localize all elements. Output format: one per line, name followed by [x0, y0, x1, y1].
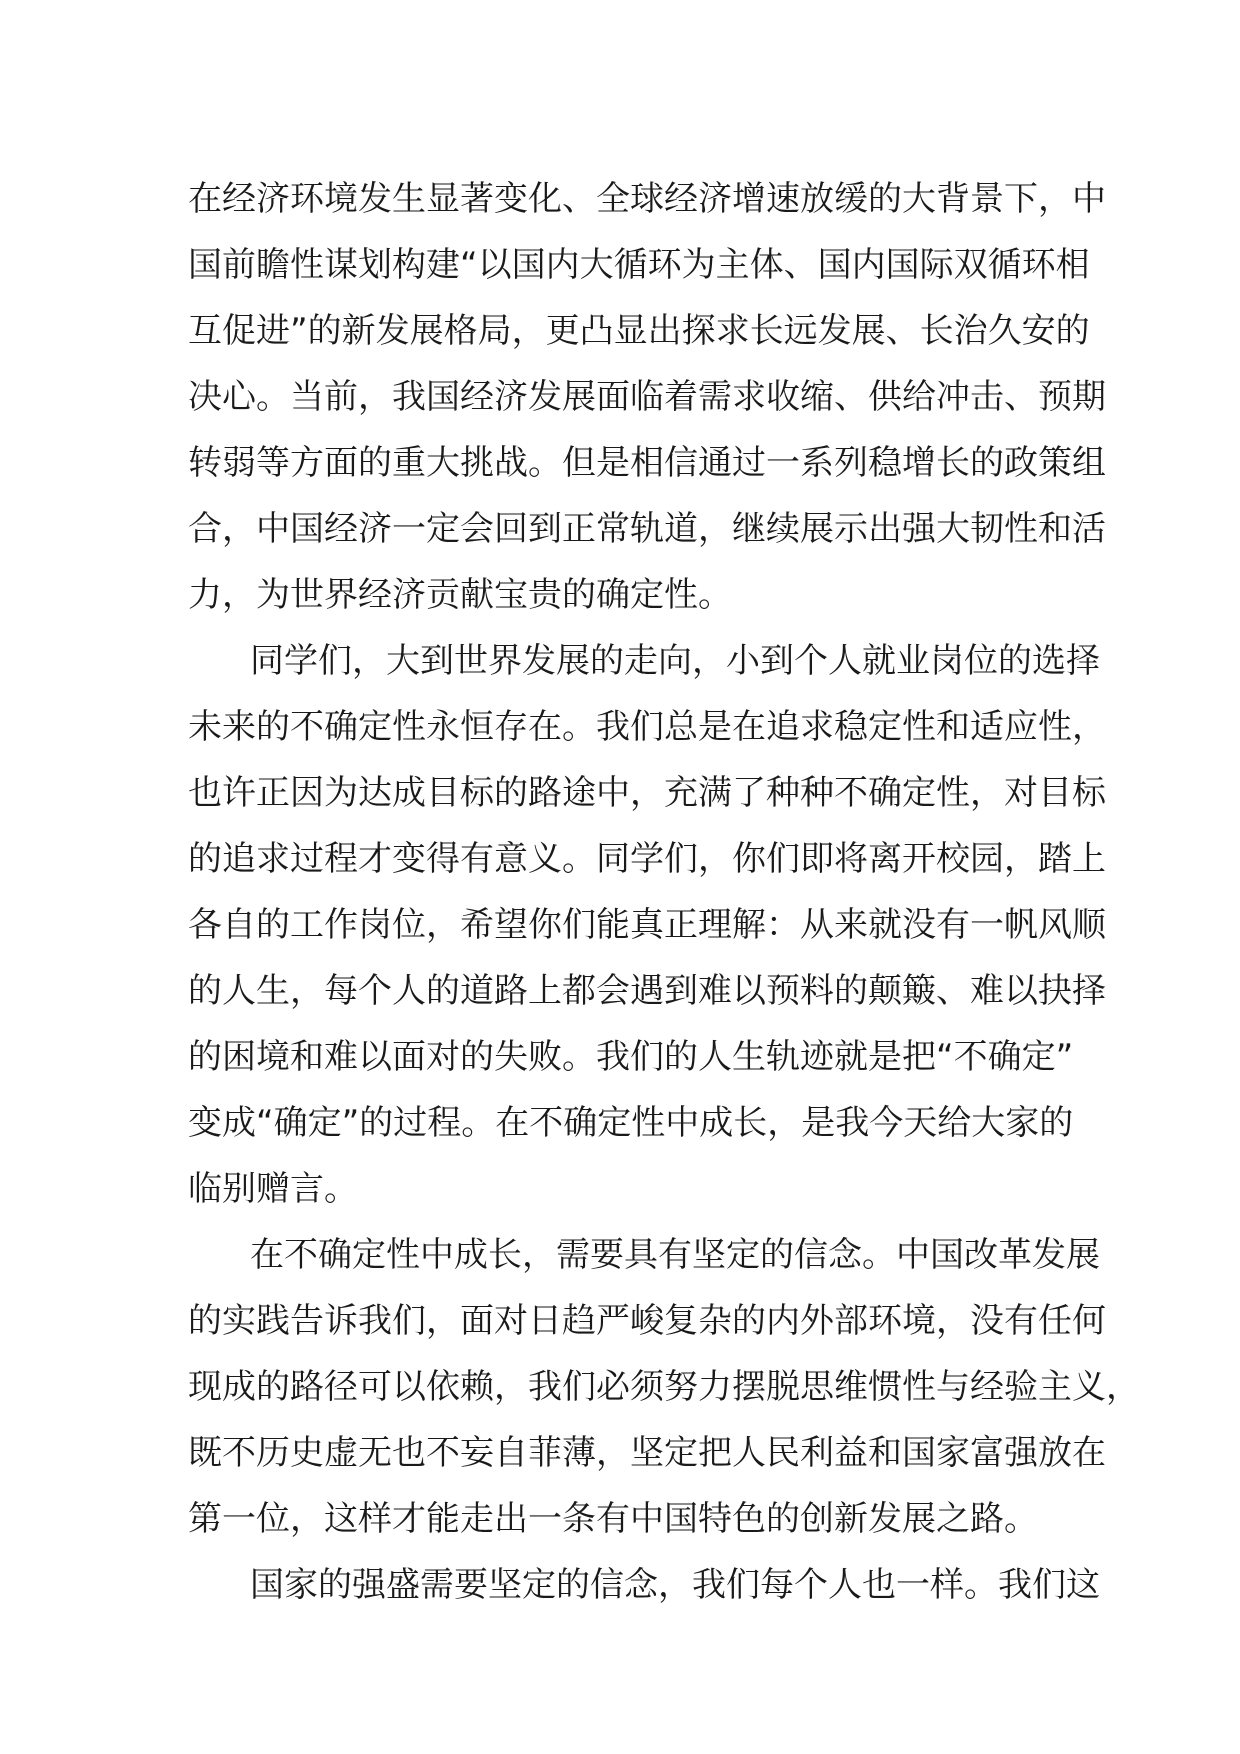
paragraph-first-line: 国家的强盛需要坚定的信念，我们每个人也一样。我们这 [250, 1565, 1100, 1605]
paragraph-first-line: 同学们，大到世界发展的走向，小到个人就业岗位的选择 [250, 641, 1100, 681]
text-line: 既不历史虚无也不妄自菲薄，坚定把人民利益和国家富强放在 [188, 1433, 1106, 1473]
text-line: 未来的不确定性永恒存在。我们总是在追求稳定性和适应性， [188, 707, 1106, 747]
text-line: 现成的路径可以依赖，我们必须努力摆脱思维惯性与经验主义， [188, 1367, 1140, 1407]
text-line: 互促进”的新发展格局，更凸显出探求长远发展、长治久安的 [188, 311, 1090, 351]
text-line: 各自的工作岗位，希望你们能真正理解：从来就没有一帆风顺 [188, 905, 1106, 945]
text-line: 变成“确定”的过程。在不确定性中成长，是我今天给大家的 [188, 1103, 1074, 1143]
text-line: 的实践告诉我们，面对日趋严峻复杂的内外部环境，没有任何 [188, 1301, 1106, 1341]
text-line: 的追求过程才变得有意义。同学们，你们即将离开校园，踏上 [188, 839, 1106, 879]
text-line: 决心。当前，我国经济发展面临着需求收缩、供给冲击、预期 [188, 377, 1106, 417]
text-line: 第一位，这样才能走出一条有中国特色的创新发展之路。 [188, 1499, 1038, 1539]
text-line: 力，为世界经济贡献宝贵的确定性。 [188, 575, 732, 615]
text-line: 转弱等方面的重大挑战。但是相信通过一系列稳增长的政策组 [188, 443, 1106, 483]
text-line: 也许正因为达成目标的路途中，充满了种种不确定性，对目标 [188, 773, 1106, 813]
text-line: 合，中国经济一定会回到正常轨道，继续展示出强大韧性和活 [188, 509, 1106, 549]
document-body [188, 166, 1140, 1618]
paragraph-first-line: 在不确定性中成长，需要具有坚定的信念。中国改革发展 [250, 1235, 1100, 1275]
text-line: 的人生，每个人的道路上都会遇到难以预料的颠簸、难以抉择 [188, 971, 1106, 1011]
text-line: 国前瞻性谋划构建“以国内大循环为主体、国内国际双循环相 [188, 245, 1090, 285]
text-line: 临别赠言。 [188, 1169, 358, 1209]
text-line: 的困境和难以面对的失败。我们的人生轨迹就是把“不确定” [188, 1037, 1074, 1077]
text-line: 在经济环境发生显著变化、全球经济增速放缓的大背景下，中 [188, 179, 1106, 219]
